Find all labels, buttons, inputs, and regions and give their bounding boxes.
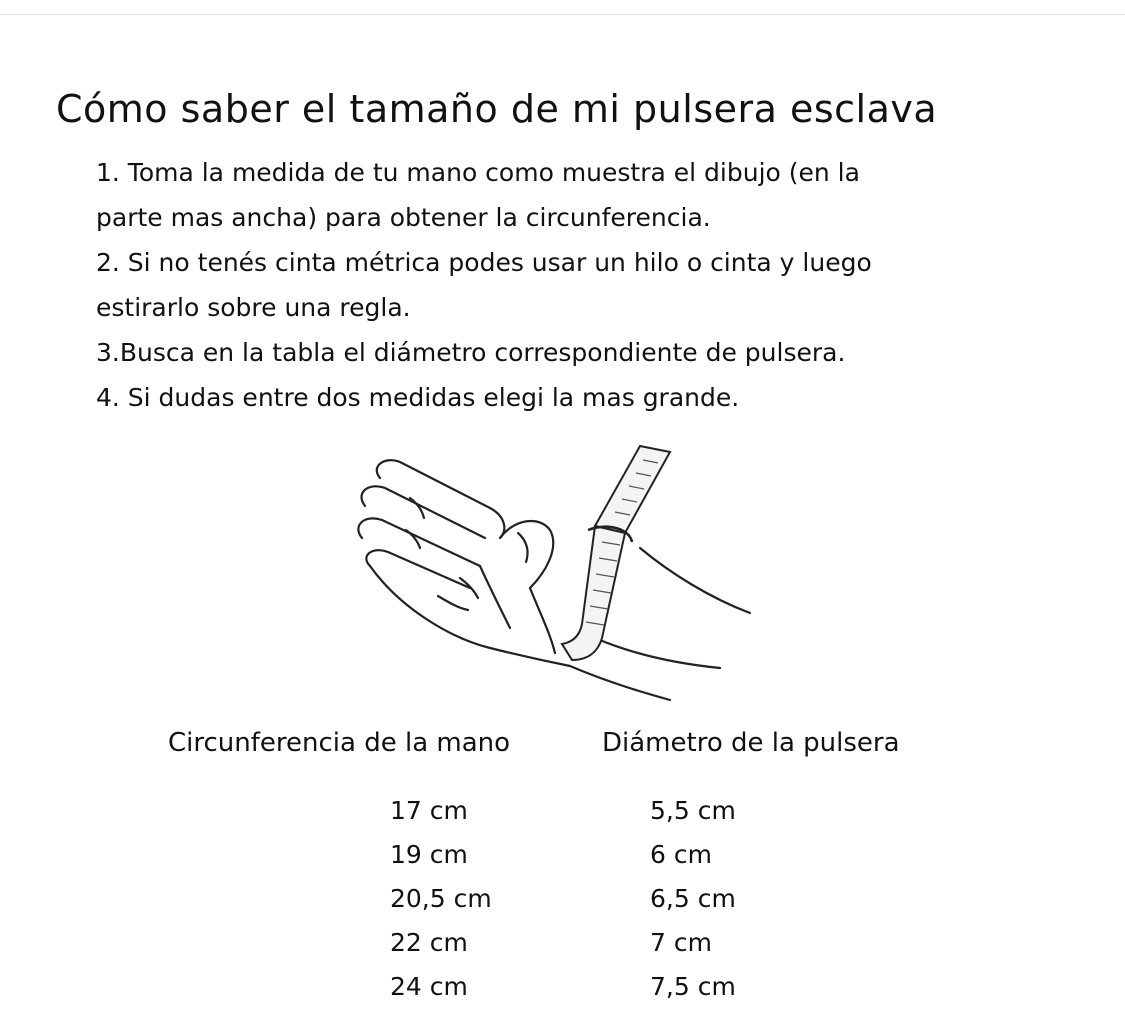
diameter-cell: 6 cm xyxy=(650,840,712,869)
diameter-cell: 7,5 cm xyxy=(650,972,736,1001)
circumference-cell: 22 cm xyxy=(390,928,468,957)
circumference-cell: 24 cm xyxy=(390,972,468,1001)
top-divider xyxy=(0,14,1125,15)
table-row xyxy=(0,928,1125,972)
table-row xyxy=(0,884,1125,928)
table-row xyxy=(0,972,1125,1016)
table-body xyxy=(0,796,1125,1016)
page-title: Cómo saber el tamaño de mi pulsera esclava xyxy=(56,87,938,132)
table-row xyxy=(0,840,1125,884)
instruction-line: 1. Toma la medida de tu mano como muestra el dibujo (en la xyxy=(96,158,860,187)
instruction-line: estirarlo sobre una regla. xyxy=(96,293,411,322)
circumference-cell: 17 cm xyxy=(390,796,468,825)
table-header-circumference: Circunferencia de la mano xyxy=(168,728,511,758)
instruction-list xyxy=(96,150,1056,420)
diameter-cell: 5,5 cm xyxy=(650,796,736,825)
instruction-line: 2. Si no tenés cinta métrica podes usar un hilo o cinta y luego xyxy=(96,248,872,277)
instruction-line: 3.Busca en la tabla el diámetro correspondiente de pulsera. xyxy=(96,338,846,367)
table-header-diameter: Diámetro de la pulsera xyxy=(602,728,900,758)
diameter-cell: 6,5 cm xyxy=(650,884,736,913)
hand-measuring-tape-icon xyxy=(340,438,780,708)
instruction-line: 4. Si dudas entre dos medidas elegi la mas grande. xyxy=(96,383,740,412)
instruction-line: parte mas ancha) para obtener la circunferencia. xyxy=(96,203,711,232)
table-row xyxy=(0,796,1125,840)
diameter-cell: 7 cm xyxy=(650,928,712,957)
circumference-cell: 20,5 cm xyxy=(390,884,492,913)
circumference-cell: 19 cm xyxy=(390,840,468,869)
